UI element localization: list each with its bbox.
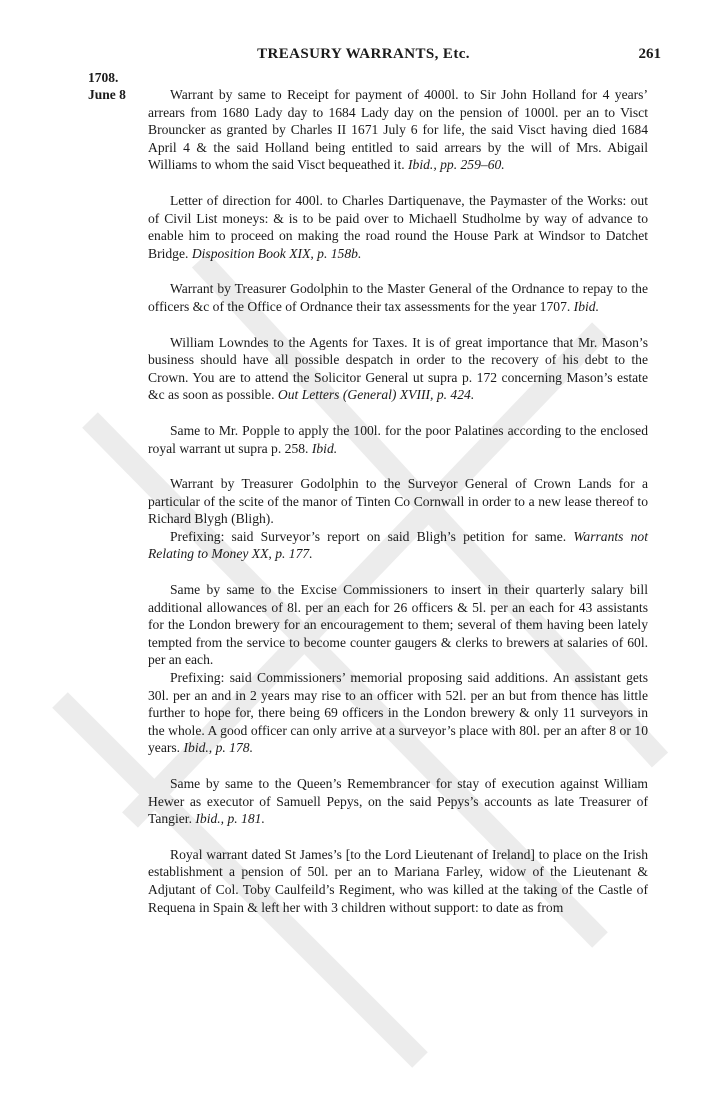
document-body — [148, 86, 648, 934]
entry-text: Same to Mr. Popple to apply the 100l. for the poor Palatines according to the enclosed royal warrant ut supra p. 258. — [148, 422, 648, 456]
page-number: 261 — [638, 46, 661, 62]
entry-reference: Warrants not Relating to Money XX, p. 177. — [148, 528, 648, 562]
margin-date: June 8 — [88, 87, 126, 102]
entry-reference: Out Letters (General) XVIII, p. 424. — [277, 387, 475, 403]
entry — [148, 475, 648, 563]
entry-text: William Lowndes to the Agents for Taxes. It is of great importance that Mr. Mason’s business should have all possible despatch in order to the recovery of his debt to the Crown. You are to attend the Solicitor General ut supra p. 172 concerning Mason’s estate &c as soon as possible. — [148, 334, 648, 403]
entry — [148, 86, 648, 174]
entry-text: Warrant by Treasurer Godolphin to the Master General of the Ordnance to repay to the officers &c of the Office of Ordnance their tax assessments for the year 1707. — [148, 281, 648, 314]
entry-reference: Disposition Book XIX, p. 158b. — [191, 245, 362, 261]
entry-prefixing: Prefixing: said Commissioners’ memorial proposing said additions. An assistant gets 30l. per an and in 2 years may rise to an officer with 52l. per an but from thence has little further to hope for, there being 69 officers in the London brewery & only 11 surveyors in the whole. A good officer can only arrive at a surveyor’s place with 80l. per an after 8 or 10 years. — [148, 670, 648, 756]
entry-text: Royal warrant dated St James’s [to the Lord Lieutenant of Ireland] to place on the Irish establishment a pension of 50l. per an to Mariana Farley, widow of the Lieutenant & Adjutant of Col. Toby Caulfeild’s Regiment, who was killed at the taking of the Castle of Requena in Spain & left her with 3 children without support: to date as from — [148, 846, 648, 915]
entry — [148, 280, 648, 315]
entry-reference: Ibid. — [573, 298, 599, 314]
entry-reference: Ibid. — [311, 440, 338, 456]
entry — [148, 192, 648, 262]
entry — [148, 334, 648, 404]
page-header — [0, 46, 727, 70]
entry-text: Warrant by Treasurer Godolphin to the Surveyor General of Crown Lands for a particular of the scite of the manor of Tinten Co Cornwall in order to a new lease thereof to Richard Blygh (Bligh). — [148, 476, 648, 527]
entry-reference: Ibid., pp. 259–60. — [408, 157, 505, 173]
entry-reference: Ibid., p. 178. — [183, 740, 253, 756]
entry — [148, 581, 648, 757]
running-title: TREASURY WARRANTS, Etc. — [257, 46, 470, 62]
entry — [148, 775, 648, 828]
entry-text: Same by same to the Queen’s Remembrancer for stay of execution against William Hewer as executor of Samuell Pepys, on the said Pepys’s accounts as late Treasurer of Tangier. — [148, 776, 648, 827]
entry-prefixing: Prefixing: said Surveyor’s report on said Bligh’s petition for same. — [170, 528, 567, 544]
entry — [148, 422, 648, 457]
entry-reference: Ibid., p. 181. — [195, 811, 265, 827]
entry-text: Same by same to the Excise Commissioners to insert in their quarterly salary bill additional allowances of 8l. per an each for 26 officers & 5l. per an each for 43 assistants for the London brewery for an encouragement to them; several of them having been lately tempted from the service to become counter gaugers & clerks to brewers at salaries of 60l. per an each. — [148, 582, 648, 668]
entry-text: Letter of direction for 400l. to Charles Dartiquenave, the Paymaster of the Works: out of Civil List moneys: & is to be paid over to Michaell Studholme by way of advance to enable him to proceed on making the road round the House Park at Windsor to Datchet Bridge. — [148, 192, 648, 261]
entry-text: Warrant by same to Receipt for payment of 4000l. to Sir John Holland for 4 years’ arrears from 1680 Lady day to 1684 Lady day on the pension of 1000l. per an to Visct Brouncker as granted by Charles II 1671 July 6 for life, the said Visct having died 1684 April 4 & the said Holland being entitled to said arrears by the will of Mrs. Abigail Williams to whom the said Visct bequeathed it. — [148, 87, 648, 173]
entry — [148, 846, 648, 916]
margin-year: 1708. — [88, 70, 119, 85]
